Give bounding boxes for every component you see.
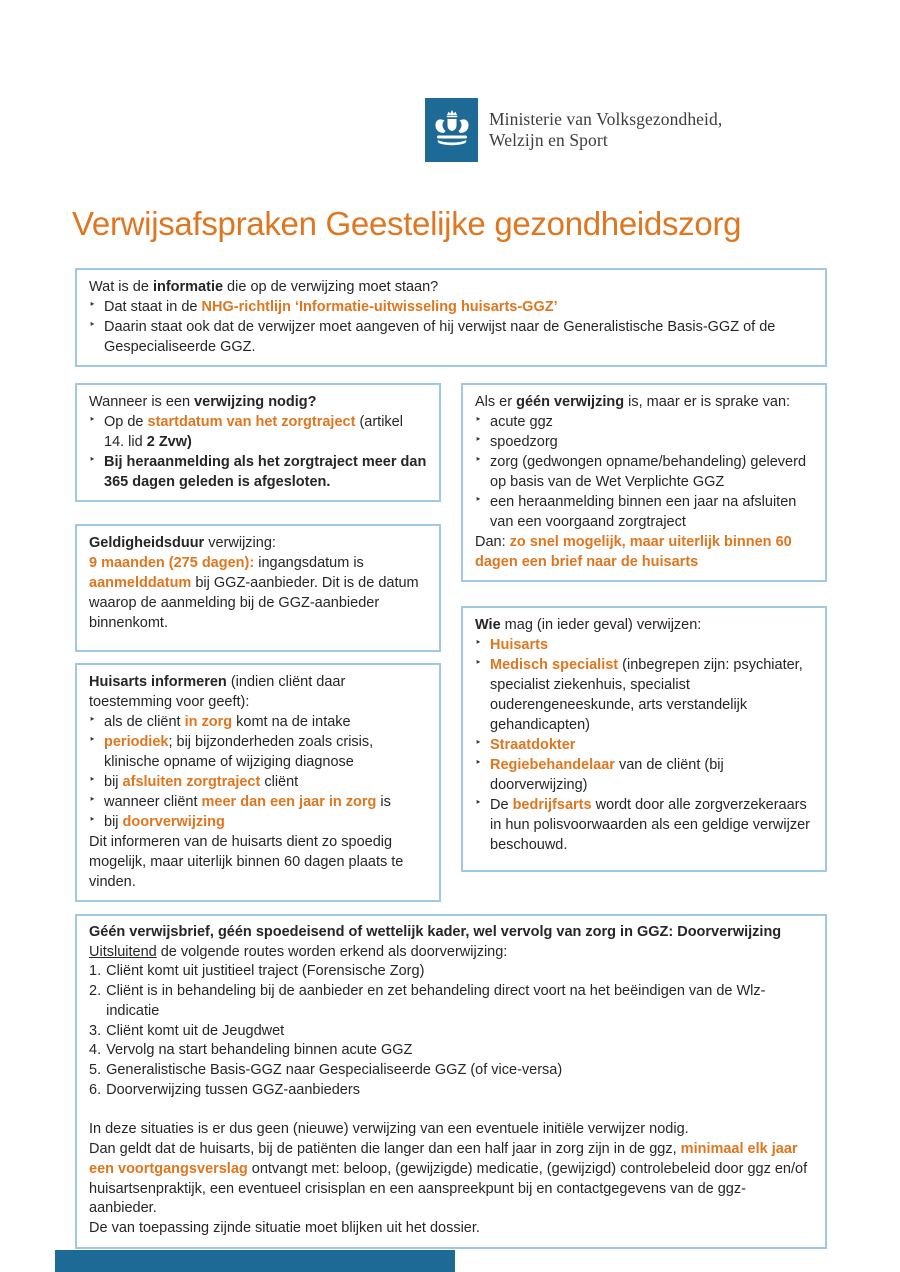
- dutch-coat-of-arms-icon: [432, 107, 472, 153]
- text-run: Generalistische Basis-GGZ naar Gespecialiseerde GGZ (of vice-versa): [106, 1062, 563, 1079]
- text-run: periodiek; bij bijzonderheden zoals crisis, klinische opname of wijziging diagnose: [104, 734, 374, 770]
- bullet-icon: ‣: [475, 494, 482, 506]
- box-informatie-verwijzing: [75, 268, 827, 367]
- text-line: [89, 553, 427, 633]
- numbered-item: [89, 1041, 813, 1061]
- text-line: [475, 532, 813, 572]
- bullet-icon: ‣: [475, 757, 482, 769]
- text-run: Doorverwijzing tussen GGZ-aanbieders: [106, 1081, 360, 1098]
- bullet-item: [475, 735, 813, 755]
- blank-line: [89, 1100, 813, 1120]
- rijksoverheid-logo: [425, 98, 478, 162]
- bullet-item: [89, 732, 427, 772]
- text-run: Wanneer is een verwijzing nodig?: [89, 394, 317, 410]
- text-run: Géén verwijsbrief, géén spoedeisend of wettelijk kader, wel vervolg van zorg in GGZ: Doorverwijzing: [89, 924, 782, 940]
- box-geldigheidsduur: [75, 524, 441, 652]
- bullet-icon: ‣: [475, 797, 482, 809]
- bullet-icon: ‣: [89, 774, 96, 786]
- ministry-logo-header: [425, 98, 722, 162]
- text-run: bij afsluiten zorgtraject cliënt: [104, 774, 299, 790]
- text-line: [89, 1120, 813, 1140]
- text-line: [89, 1219, 813, 1239]
- text-run: acute ggz: [490, 414, 553, 430]
- text-run: De bedrijfsarts wordt door alle zorgverzekeraars in hun polisvoorwaarden als een geldige verwijzer beschouwd.: [490, 797, 810, 853]
- box-wie-mag-verwijzen: [461, 606, 827, 872]
- bullet-item: [89, 812, 427, 832]
- bullet-item: [89, 317, 813, 357]
- text-run: zorg (gedwongen opname/behandeling) geleverd op basis van de Wet Verplichte GGZ: [490, 454, 807, 490]
- text-run: Daarin staat ook dat de verwijzer moet aangeven of hij verwijst naar de Generalistische Basis-GGZ of de Gespecialiseerde GGZ.: [104, 319, 776, 355]
- text-run: Cliënt komt uit de Jeugdwet: [106, 1022, 285, 1039]
- text-run: spoedzorg: [490, 434, 558, 450]
- text-run: Dan geldt dat de huisarts, bij de patiënten die langer dan een half jaar in zorg zijn in de ggz, minimaal elk jaar een voortgangsverslag ontvangt met: beloop, (gewijzigde) medicatie, (gewijzigd) controlebeleid door ggz en/of huisartsenpraktijk, een eventueel crisisplan en een aanspreekpunt bij en contactgegevens van de ggz-aanbieder.: [89, 1141, 808, 1217]
- ministry-name-line1: Ministerie van Volksgezondheid,: [489, 109, 723, 129]
- bullet-item: [475, 452, 813, 492]
- text-run: Als er géén verwijzing is, maar er is sprake van:: [475, 394, 791, 410]
- text-run: Cliënt komt uit justitieel traject (Forensische Zorg): [106, 963, 425, 980]
- text-line: [475, 615, 813, 635]
- text-run: Wat is de informatie die op de verwijzing moet staan?: [89, 279, 439, 295]
- text-line: [89, 943, 813, 963]
- bullet-item: [89, 772, 427, 792]
- content-area: [75, 268, 827, 1249]
- footer-bar: [55, 1250, 455, 1272]
- text-run: In deze situaties is er dus geen (nieuwe) verwijzing van een eventuele initiële verwijzer nodig.: [89, 1121, 689, 1138]
- numbered-item: [89, 1081, 813, 1101]
- text-run: bij doorverwijzing: [104, 814, 225, 830]
- right-column: [461, 383, 827, 872]
- bullet-icon: ‣: [475, 737, 482, 749]
- text-run: Cliënt is in behandeling bij de aanbieder en zet behandeling direct voort na het beëindigen van de Wlz-indicatie: [106, 983, 766, 1019]
- bullet-icon: ‣: [89, 319, 96, 331]
- text-run: De van toepassing zijnde situatie moet blijken uit het dossier.: [89, 1220, 480, 1237]
- list-number: 3.: [89, 1022, 102, 1039]
- left-column: [75, 383, 441, 902]
- two-column-area: [75, 383, 827, 902]
- box-huisarts-informeren: [75, 663, 441, 902]
- text-run: Vervolg na start behandeling binnen acute GGZ: [106, 1042, 413, 1059]
- list-number: 1.: [89, 963, 102, 980]
- text-run: Dan: zo snel mogelijk, maar uiterlijk binnen 60 dagen een brief naar de huisarts: [475, 534, 792, 570]
- bullet-icon: ‣: [89, 299, 96, 311]
- text-run: Op de startdatum van het zorgtraject (artikel 14. lid 2 Zvw): [104, 414, 403, 450]
- text-line: [89, 392, 427, 412]
- box-geen-verwijzing: [461, 383, 827, 582]
- text-run: Bij heraanmelding als het zorgtraject meer dan 365 dagen geleden is afgesloten.: [104, 454, 427, 490]
- bullet-icon: ‣: [475, 454, 482, 466]
- text-line: [89, 923, 813, 943]
- bullet-item: [475, 755, 813, 795]
- list-number: 2.: [89, 983, 102, 1000]
- text-run: Straatdokter: [490, 737, 576, 753]
- text-line: [475, 392, 813, 412]
- numbered-item: [89, 982, 813, 1021]
- bullet-icon: ‣: [89, 414, 96, 426]
- bullet-icon: ‣: [89, 734, 96, 746]
- bullet-item: [475, 412, 813, 432]
- numbered-item: [89, 1061, 813, 1081]
- bullet-item: [89, 297, 813, 317]
- bullet-item: [475, 432, 813, 452]
- bullet-icon: ‣: [475, 434, 482, 446]
- text-run: Uitsluitend de volgende routes worden erkend als doorverwijzing:: [89, 943, 508, 960]
- text-run: Huisarts: [490, 637, 549, 653]
- bullet-item: [89, 712, 427, 732]
- bullet-item: [475, 635, 813, 655]
- bullet-icon: ‣: [475, 657, 482, 669]
- bullet-item: [475, 492, 813, 532]
- numbered-item: [89, 962, 813, 982]
- bullet-item: [89, 792, 427, 812]
- text-run: Dit informeren van de huisarts dient zo spoedig mogelijk, maar uiterlijk binnen 60 dagen plaats te vinden.: [89, 834, 404, 890]
- bullet-item: [475, 795, 813, 855]
- bullet-icon: ‣: [89, 454, 96, 466]
- bullet-item: [475, 655, 813, 735]
- text-run: Dat staat in de NHG-richtlijn ‘Informatie-uitwisseling huisarts-GGZ’: [104, 299, 558, 315]
- list-number: 5.: [89, 1062, 102, 1079]
- box-wanneer-verwijzing-nodig: [75, 383, 441, 502]
- numbered-item: [89, 1022, 813, 1042]
- bullet-item: [89, 412, 427, 452]
- text-line: [89, 533, 427, 553]
- text-run: een heraanmelding binnen een jaar na afsluiten van een voorgaand zorgtraject: [490, 494, 797, 530]
- text-run: Regiebehandelaar van de cliënt (bij doorverwijzing): [490, 757, 724, 793]
- text-run: Huisarts informeren (indien cliënt daar toestemming voor geeft):: [89, 674, 346, 710]
- text-run: 9 maanden (275 dagen): ingangsdatum is aanmelddatum bij GGZ-aanbieder. Dit is de datum waarop de aanmelding bij de GGZ-aanbieder binnenkomt.: [89, 555, 419, 631]
- bullet-icon: ‣: [89, 794, 96, 806]
- ministry-name-line2: Welzijn en Sport: [489, 130, 608, 150]
- box-doorverwijzing: [75, 914, 827, 1249]
- text-line: [89, 1140, 813, 1219]
- bullet-icon: ‣: [89, 814, 96, 826]
- text-run: Wie mag (in ieder geval) verwijzen:: [475, 617, 702, 633]
- text-line: [89, 832, 427, 892]
- ministry-name: [489, 109, 722, 151]
- list-number: 6.: [89, 1081, 102, 1098]
- bullet-icon: ‣: [475, 637, 482, 649]
- text-run: als de cliënt in zorg komt na de intake: [104, 714, 351, 730]
- list-number: 4.: [89, 1042, 102, 1059]
- text-line: [89, 277, 813, 297]
- page-title: Verwijsafspraken Geestelijke gezondheidszorg: [72, 205, 742, 242]
- bullet-icon: ‣: [89, 714, 96, 726]
- text-run: Geldigheidsduur verwijzing:: [89, 535, 276, 551]
- bullet-item: [89, 452, 427, 492]
- text-line: [89, 672, 427, 712]
- bullet-icon: ‣: [475, 414, 482, 426]
- text-run: Medisch specialist (inbegrepen zijn: psychiater, specialist ziekenhuis, specialist ouderengeneeskunde, arts verstandelijk gehandicapten): [490, 657, 803, 733]
- text-run: wanneer cliënt meer dan een jaar in zorg is: [104, 794, 391, 810]
